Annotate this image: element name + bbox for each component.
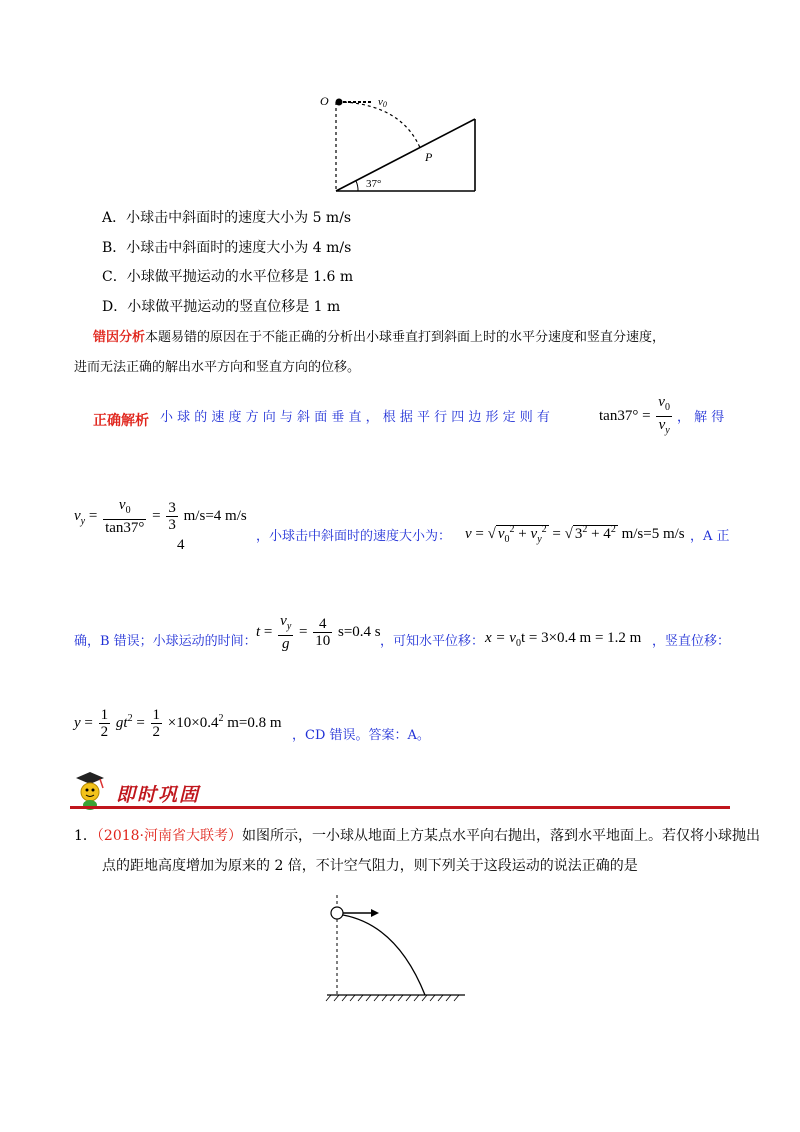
banner-title: 即时巩固	[116, 784, 201, 806]
eq-x: $x = v_0t = 3\times 0.4$ m = 1.2 m	[485, 630, 642, 649]
label-v0: v0	[378, 96, 387, 109]
ground-hatching	[326, 995, 459, 1001]
solution-text1-end: ， 解 得	[677, 410, 725, 425]
option-c: C．小球做平抛运动的水平位移是 1.6 m	[102, 269, 354, 285]
eq-y: y = $\frac{1}{2}$ $gt^2$ = $\frac{1}{2}$ $\times 10\times 0.4^2$ m=0.8 m	[74, 707, 282, 740]
option-d: D．小球做平抛运动的竖直位移是 1 m	[102, 299, 341, 315]
incline-figure	[318, 88, 488, 196]
ball	[336, 99, 343, 106]
trajectory	[344, 102, 421, 150]
solution-text3b: ，可知水平位移：	[380, 634, 485, 649]
incline-surface	[336, 119, 475, 191]
projectile-figure	[325, 895, 485, 1010]
label-p: P	[425, 150, 433, 164]
solution-text3c: ，竖直位移：	[652, 634, 731, 649]
label-o: O	[320, 94, 329, 108]
eq-tan37: tan37° = $\frac{v_0}{v_y}$	[599, 394, 670, 436]
eq-vy: $v_y$ = $\frac{v_0}{\tan 37^\circ}$ = $\frac{3}{3}$ m/s=4 m/s 4	[74, 497, 247, 553]
solution-text3a: 确，B 错误；小球运动的时间：	[74, 634, 257, 649]
option-a: A．小球击中斜面时的速度大小为 5 m/s	[102, 210, 352, 226]
question1-line2: 点的距地高度增加为原来的 2 倍，不计空气阻力，则下列关于这段运动的说法正确的是	[102, 858, 638, 874]
arrow-head	[371, 909, 379, 917]
label-angle: 37°	[366, 178, 382, 190]
question1-source: （2018·河南省大联考）	[96, 828, 243, 844]
solution-text2-end: ，A 正	[690, 529, 730, 544]
question1-line1: 1．（2018·河南省大联考）如图所示，一小球从地面上方某点水平向右抛出，落到水平地面上。若仅将小球抛出	[74, 828, 761, 844]
solution-text2: ，小球击中斜面时的速度大小为：	[256, 529, 452, 544]
solution-text4: ，CD 错误。答案：A。	[292, 728, 430, 743]
trajectory	[343, 915, 425, 995]
banner-divider	[70, 806, 730, 809]
ball	[331, 907, 343, 919]
error-analysis-label: 错因分析	[93, 330, 146, 345]
angle-arc	[356, 181, 358, 191]
option-b: B．小球击中斜面时的速度大小为 4 m/s	[102, 240, 352, 256]
solution-label: 正确解析	[93, 413, 149, 429]
eq-v: v = √ $v_0^2 + v_y^2$ = √ $3^2 + 4^2$ m/s=5 m/s	[465, 524, 685, 545]
error-analysis-line2: 进而无法正确的解出水平方向和竖直方向的位移。	[74, 360, 361, 375]
solution-text1: 小 球 的 速 度 方 向 与 斜 面 垂 直 ， 根 据 平 行 四 边 形 定 则 有	[160, 410, 550, 425]
eq-t: t = $\frac{v_y}{g}$ = $\frac{4}{10}$ s=0.4 s	[256, 613, 381, 652]
error-analysis-line1: 错因分析本题易错的原因在于不能正确的分析出小球垂直打到斜面上时的水平分速度和竖直分速度，	[93, 330, 666, 345]
